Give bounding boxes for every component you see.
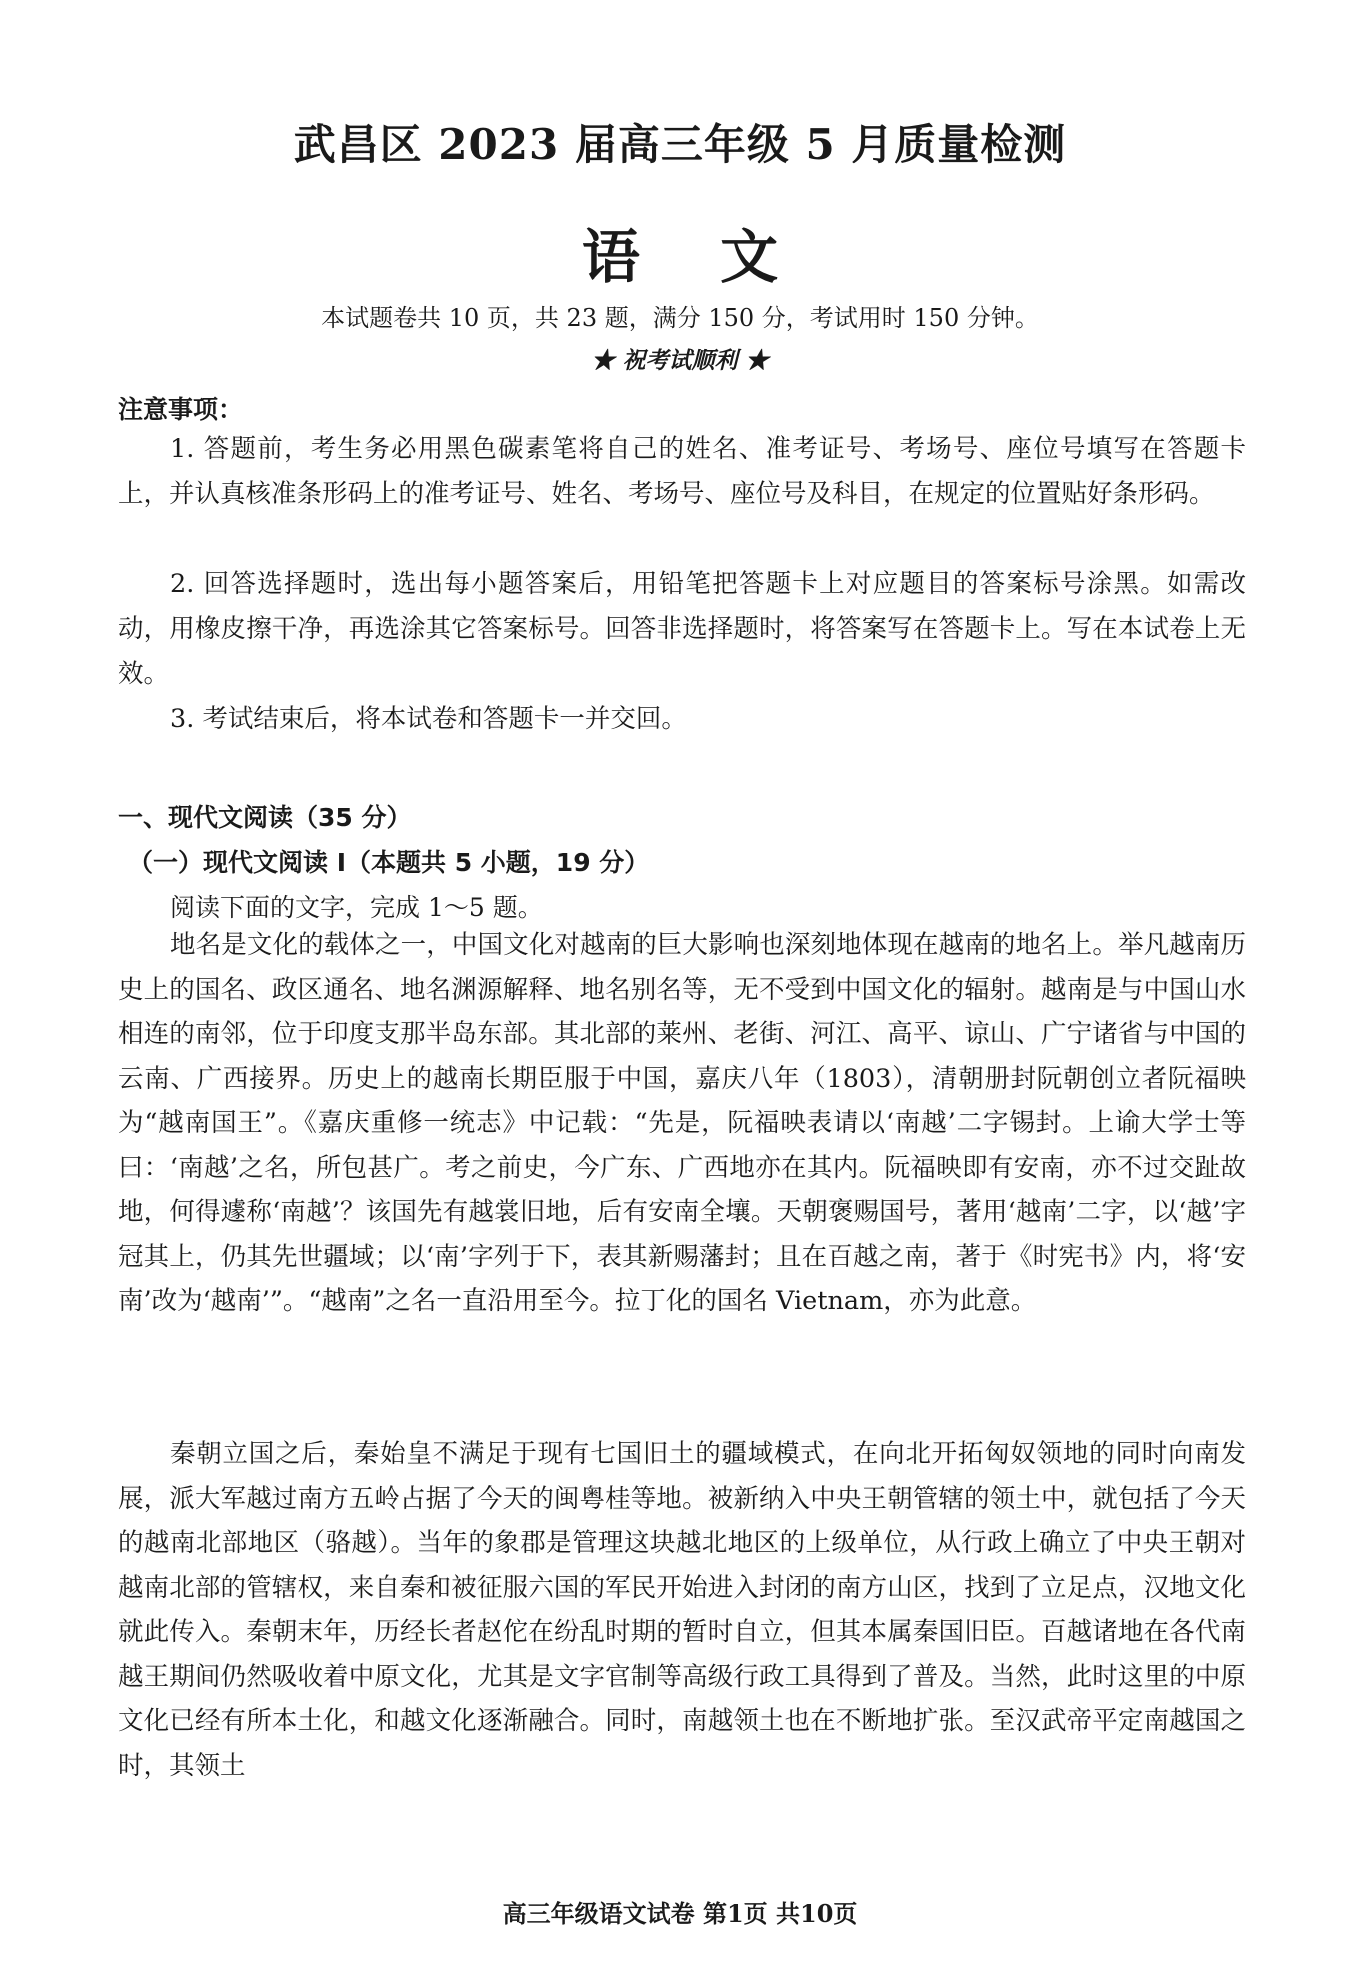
reading-instruction: 阅读下面的文字，完成 1～5 题。: [170, 893, 543, 922]
notice-item-2: 2. 回答选择题时，选出每小题答案后，用铅笔把答题卡上对应题目的答案标号涂黑。如需改动，用橡皮擦干净，再选涂其它答案标号。回答非选择题时，将答案写在答题卡上。写在本试卷上无效。: [118, 569, 1246, 689]
blessing-line: ★ 祝考试顺利 ★: [591, 347, 769, 374]
passage-paragraph-2: 秦朝立国之后，秦始皇不满足于现有七国旧土的疆域模式，在向北开拓匈奴领地的同时向南发展，派大军越过南方五岭占据了今天的闽粤桂等地。被新纳入中央王朝管辖的领土中，就包括了今天的越南北部地区（骆越）。当年的象郡是管理这块越北地区的上级单位，从行政上确立了中央王朝对越南北部的管辖权，来自秦和被征服六国的军民开始进入封闭的南方山区，找到了立足点，汉地文化就此传入。秦朝末年，历经长者赵佗在纷乱时期的暂时自立，但其本属秦国旧臣。百越诸地在各代南越王期间仍然吸收着中原文化，尤其是文字官制等高级行政工具得到了普及。当然，此时这里的中原文化已经有所本土化，和越文化逐渐融合。同时，南越领土也在不断地扩张。至汉武帝平定南越国之时，其领土: [118, 1439, 1246, 1781]
passage-paragraph-1: 地名是文化的载体之一，中国文化对越南的巨大影响也深刻地体现在越南的地名上。举凡越南历史上的国名、政区通名、地名渊源解释、地名别名等，无不受到中国文化的辐射。越南是与中国山水相连的南邻，位于印度支那半岛东部。其北部的莱州、老街、河江、高平、谅山、广宁诸省与中国的云南、广西接界。历史上的越南长期臣服于中国，嘉庆八年（1803），清朝册封阮朝创立者阮福映为“越南国王”。《嘉庆重修一统志》中记载：“先是，阮福映表请以‘南越’二字锡封。上谕大学士等曰：‘南越’之名，所包甚广。考之前史，今广东、广西地亦在其内。阮福映即有安南，亦不过交趾故地，何得遽称‘南越’？该国先有越裳旧地，后有安南全壤。天朝褒赐国号，著用‘越南’二字，以‘越’字冠其上，仍其先世疆域；以‘南’字列于下，表其新赐藩封；且在百越之南，著于《时宪书》内，将‘安南’改为‘越南’”。“越南”之名一直沿用至今。拉丁化的国名 Vietnam，亦为此意。: [118, 930, 1246, 1316]
exam-title: 武昌区 2023 届高三年级 5 月质量检测: [293, 120, 1067, 169]
subject-title: 语 文: [581, 223, 809, 291]
page-footer: 高三年级语文试卷 第1页 共10页: [502, 1899, 858, 1928]
notice-item-1: 1. 答题前，考生务必用黑色碳素笔将自己的姓名、准考证号、考场号、座位号填写在答题卡上，并认真核准条形码上的准考证号、姓名、考场号、座位号及科目，在规定的位置贴好条形码。: [118, 434, 1246, 509]
section-heading: 一、现代文阅读（35 分）: [118, 803, 412, 832]
notice-heading: 注意事项：: [118, 395, 244, 424]
notice-item-3: 3. 考试结束后，将本试卷和答题卡一并交回。: [170, 704, 687, 734]
exam-info: 本试题卷共 10 页，共 23 题，满分 150 分，考试用时 150 分钟。: [321, 304, 1039, 332]
section-subheading: （一）现代文阅读 I（本题共 5 小题，19 分）: [128, 848, 650, 877]
